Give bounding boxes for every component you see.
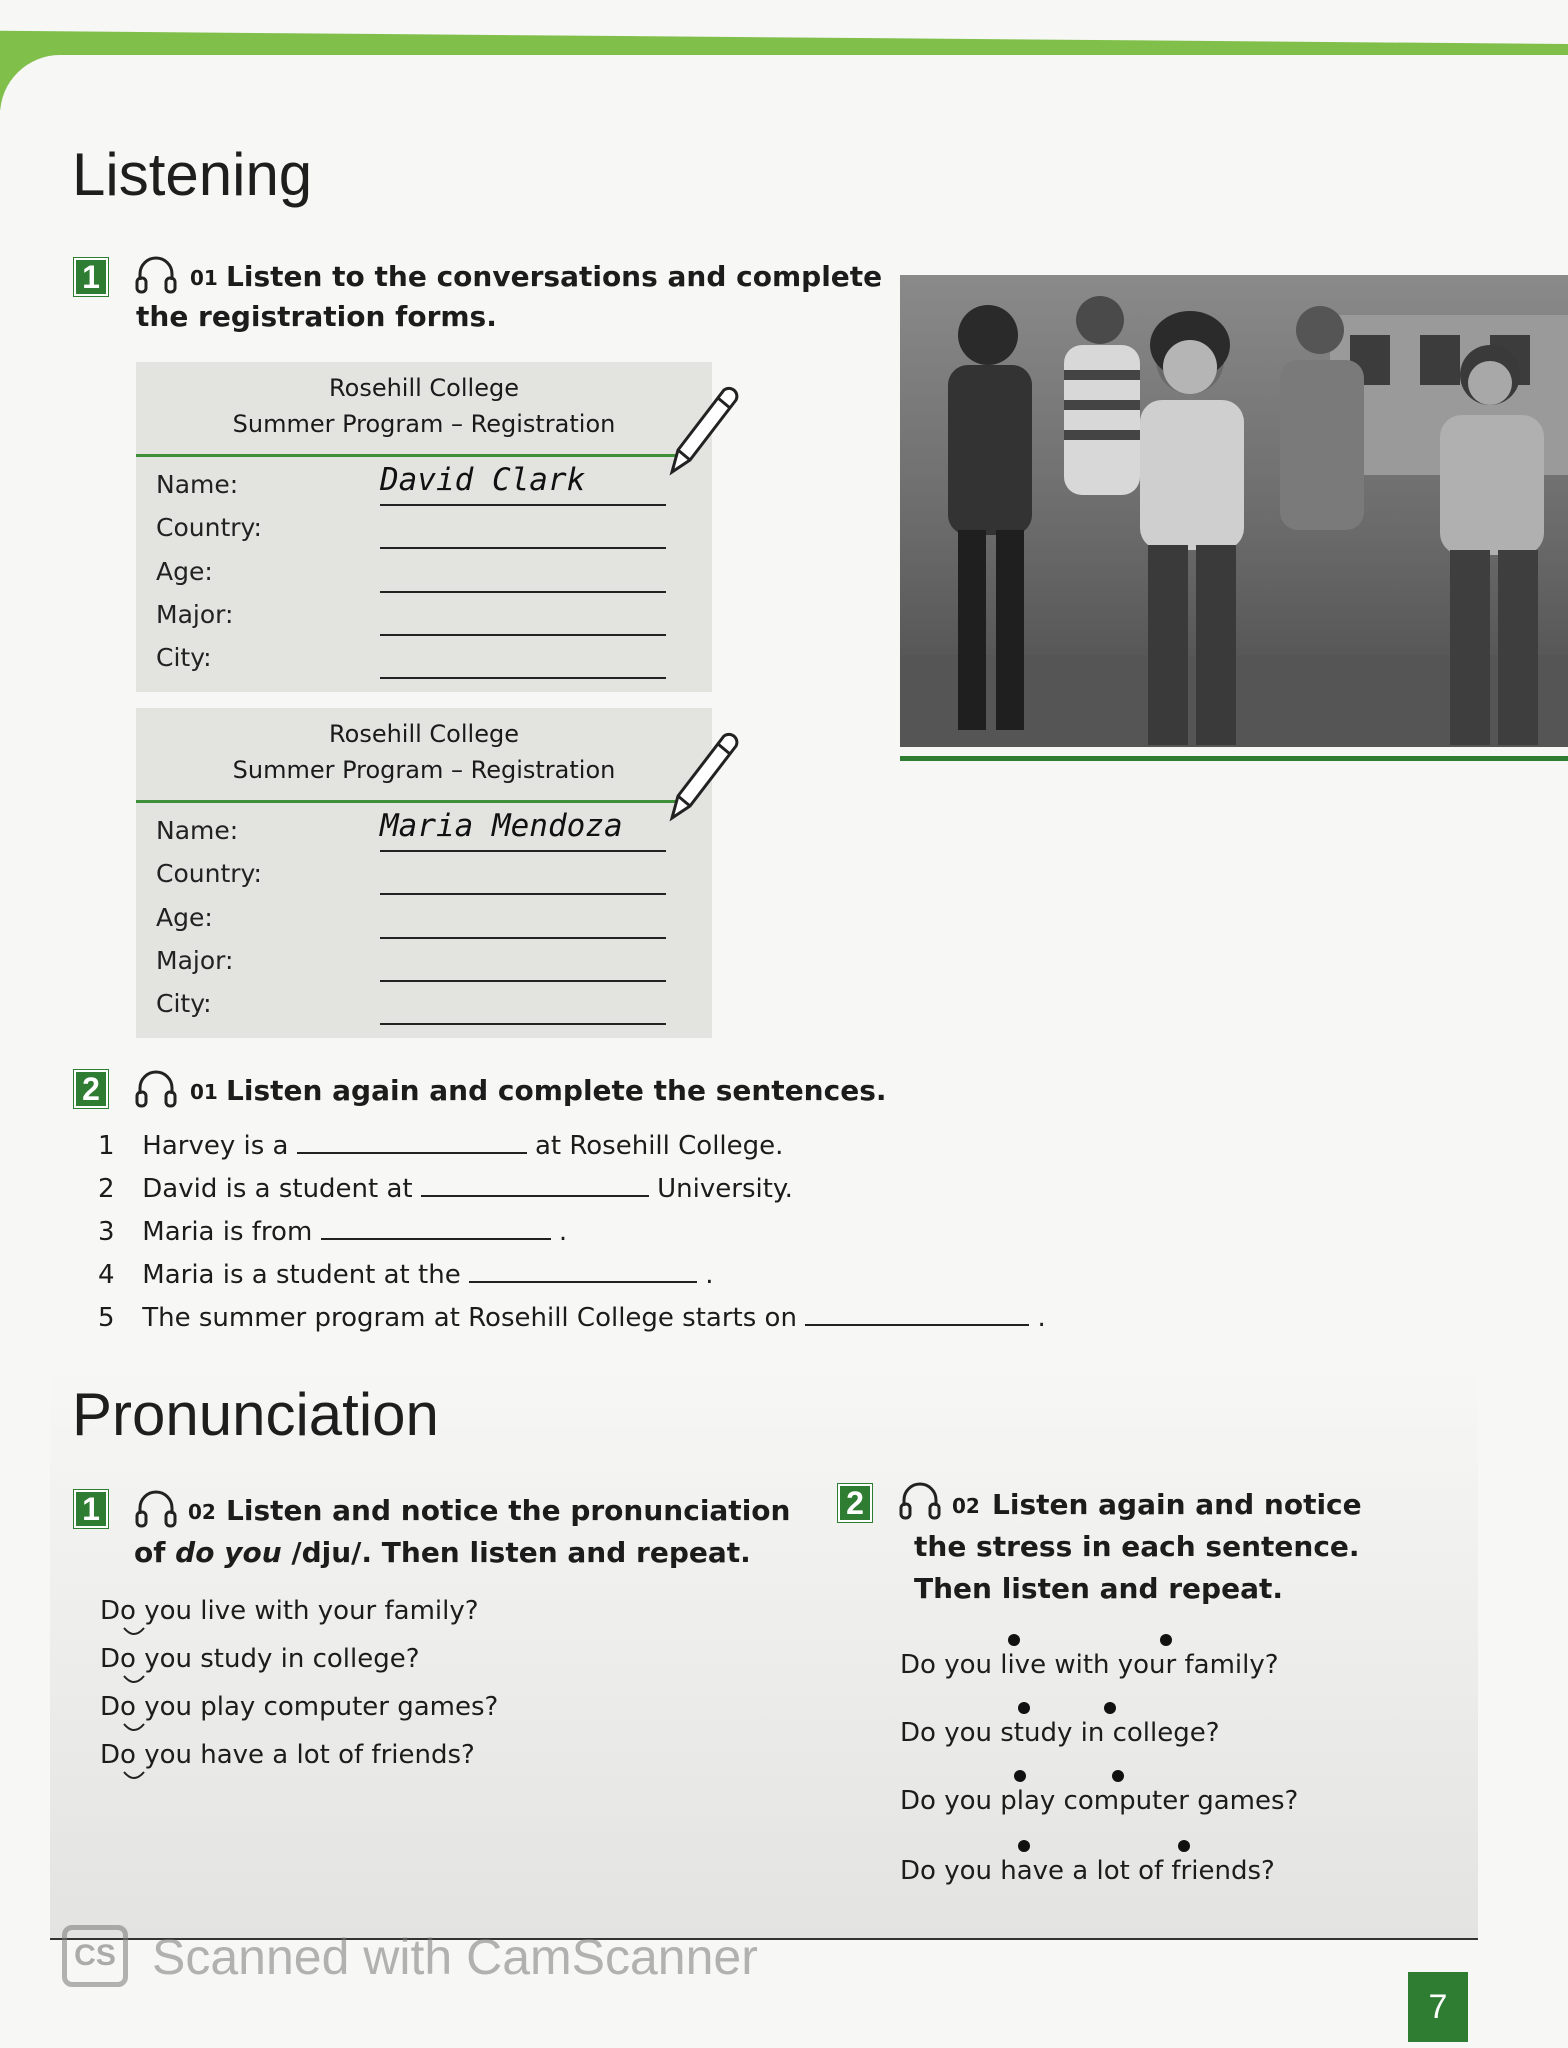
answer-line-name[interactable] [380,504,666,506]
linking-arc-icon [122,1626,146,1640]
field-label-major: Major: [156,600,234,629]
stress-dot [1018,1702,1030,1714]
field-label-age: Age: [156,903,213,932]
field-label-name: Name: [156,816,239,845]
sentence-text: David is a student at [142,1174,413,1204]
sentence-part: live with your family? [191,1596,479,1626]
pencil-icon [664,380,744,480]
sentence-text: The summer program at Rosehill College starts on [142,1303,797,1333]
instruction-line: Then listen and repeat. [914,1572,1283,1605]
page-number: 7 [1408,1972,1468,2042]
linking-arc-icon [122,1770,146,1784]
instruction-line: Listen to the conversations and complete [226,260,883,293]
exercise-number: 1 [74,1490,108,1528]
handwritten-name: Maria Mendoza [380,808,623,844]
stress-dot [1018,1840,1030,1852]
pronunciation-sentence [100,1692,498,1722]
instruction-line: Listen and notice the pronunciation [226,1494,791,1527]
sentence-number: 2 [98,1174,115,1204]
sentence-part: study in college? [191,1644,420,1674]
field-label-city: City: [156,643,212,672]
sentence-item [98,1255,714,1290]
instruction-text: of [134,1536,176,1569]
sentence-part: have a lot of friends? [191,1740,475,1770]
instruction-line: the stress in each sentence. [914,1530,1360,1563]
sentence-part: Do [100,1740,136,1770]
headphones-icon [132,250,180,298]
sentence-part: Do [100,1644,136,1674]
track-number: 02 [188,1500,216,1524]
camscanner-watermark: Scanned with CamScanner [152,1929,758,1985]
instruction-line: Listen again and complete the sentences. [226,1074,887,1107]
headphones-icon [132,1484,180,1532]
field-label-age: Age: [156,557,213,586]
registration-form [136,362,712,692]
sentence-part: you [135,1596,192,1626]
exercise-number: 2 [838,1484,872,1522]
answer-blank[interactable] [321,1212,551,1240]
answer-blank[interactable] [469,1255,697,1283]
stress-dot [1104,1702,1116,1714]
instruction-line: the registration forms. [136,300,497,333]
pronunciation-title: Pronunciation [72,1381,439,1448]
stress-dot [1160,1634,1172,1646]
registration-form [136,708,712,1038]
sentence-item [98,1298,1046,1333]
answer-line-city[interactable] [380,1023,666,1025]
sentence-item [98,1212,567,1247]
sentence-text: University. [657,1174,793,1204]
sentence-text: . [705,1260,714,1290]
sentence-part: you [135,1692,192,1722]
field-label-country: Country: [156,859,262,888]
instruction-phrase: do you [175,1536,282,1569]
answer-line-age[interactable] [380,937,666,939]
pronunciation-sentence [100,1740,475,1770]
form-header-program: Summer Program – Registration [232,756,616,784]
stress-dot [1008,1634,1020,1646]
field-label-city: City: [156,989,212,1018]
form-header-college: Rosehill College [329,374,519,402]
exercise-number: 1 [74,258,108,296]
stress-dot [1178,1840,1190,1852]
sentence-text: Harvey is a [142,1131,289,1161]
answer-line-major[interactable] [380,634,666,636]
camscanner-logo: CS [62,1925,128,1987]
answer-line-country[interactable] [380,893,666,895]
answer-line-city[interactable] [380,677,666,679]
form-divider [136,454,676,457]
sentence-item [98,1169,793,1204]
answer-blank[interactable] [297,1126,527,1154]
linking-arc-icon [122,1674,146,1688]
pronunciation-sentence [100,1644,420,1674]
answer-line-age[interactable] [380,591,666,593]
answer-blank[interactable] [805,1298,1029,1326]
form-header-program: Summer Program – Registration [232,410,616,438]
answer-line-major[interactable] [380,980,666,982]
sentence-text: at Rosehill College. [534,1131,784,1161]
exercise-number: 2 [74,1070,108,1108]
track-number: 02 [952,1494,980,1518]
sentence-number: 1 [98,1131,115,1161]
sentence-number: 4 [98,1260,115,1290]
answer-line-country[interactable] [380,547,666,549]
photo-underline [900,756,1568,761]
sentence-text: Maria is a student at the [142,1260,461,1290]
track-number: 01 [190,266,218,290]
answer-blank[interactable] [421,1169,649,1197]
stress-sentence: Do you play computer games? [900,1786,1299,1816]
sentence-text: . [1037,1303,1046,1333]
field-label-country: Country: [156,513,262,542]
headphones-icon [896,1476,944,1524]
field-label-major: Major: [156,946,234,975]
stress-sentence: Do you study in college? [900,1718,1220,1748]
stress-sentence: Do you have a lot of friends? [900,1856,1275,1886]
pencil-icon [664,726,744,826]
sentence-text: Maria is from [142,1217,313,1247]
stress-sentence: Do you live with your family? [900,1650,1279,1680]
sentence-part: Do [100,1596,136,1626]
handwritten-name: David Clark [380,462,586,498]
sentence-item [98,1126,783,1161]
answer-line-name[interactable] [380,850,666,852]
form-header [136,708,712,798]
listening-title: Listening [72,141,313,208]
form-divider [136,800,676,803]
pronunciation-sentence [100,1596,479,1626]
instruction-line [134,1532,751,1574]
field-label-name: Name: [156,470,239,499]
sentence-part: play computer games? [191,1692,499,1722]
sentence-part: you [135,1644,192,1674]
form-header-college: Rosehill College [329,720,519,748]
sentence-text: . [558,1217,568,1247]
sentence-number: 5 [98,1303,115,1333]
linking-arc-icon [122,1722,146,1736]
track-number: 01 [190,1080,218,1104]
form-header [136,362,712,452]
students-photo [900,275,1568,747]
headphones-icon [132,1064,180,1112]
sentence-number: 3 [98,1217,115,1247]
stress-dot [1112,1770,1124,1782]
sentence-part: you [135,1740,192,1770]
stress-dot [1014,1770,1026,1782]
sentence-part: Do [100,1692,136,1722]
instruction-text: /dju/. Then listen and repeat. [281,1536,751,1569]
instruction-line: Listen again and notice [992,1488,1362,1521]
